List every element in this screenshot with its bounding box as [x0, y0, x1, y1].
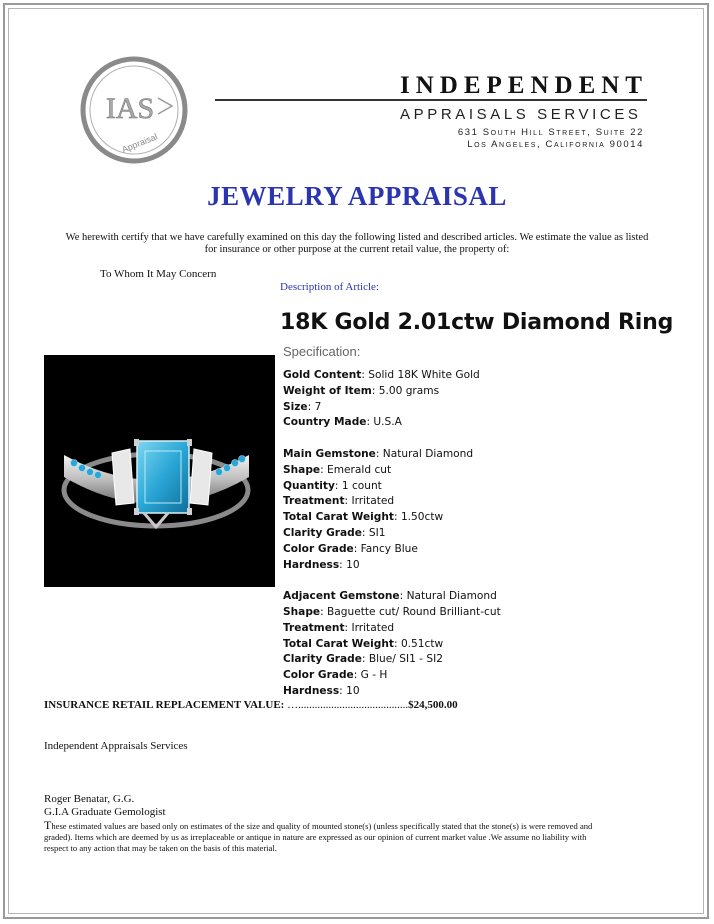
spec-value: 1 count — [341, 479, 382, 492]
spec-label: Gold Content — [283, 369, 362, 381]
header-rule — [215, 99, 647, 101]
certification-text: We herewith certify that we have carefully examined on this day the following listed and described articles. We estimate the value as listed for insurance or other purpose at the current retail value, the property of: — [65, 232, 649, 255]
spec-row: Adjacent Gemstone: Natural Diamond — [283, 590, 497, 603]
disclaimer — [44, 820, 604, 854]
company-subtitle: APPRAISALS SERVICES — [400, 106, 642, 123]
address-line-1-text: 631 South Hill Street, Suite 22 — [457, 127, 644, 138]
signatory-name: Roger Benatar, G.G. — [44, 793, 135, 805]
spec-value: Natural Diamond — [406, 590, 497, 603]
spec-row: Clarity Grade: SI1 — [283, 526, 386, 539]
spec-row: Total Carat Weight: 0.51ctw — [283, 637, 444, 650]
description-label: Description of Article: — [280, 281, 379, 293]
spec-value: Natural Diamond — [382, 447, 474, 460]
spec-label: Country Made — [283, 416, 367, 429]
spec-value: Irritated — [351, 495, 395, 508]
spec-label: Treatment — [283, 495, 345, 508]
disclaimer-initial: T — [44, 818, 52, 832]
logo-monogram: IAS — [105, 92, 155, 125]
insurance-label: INSURANCE RETAIL REPLACEMENT VALUE: — [44, 699, 285, 711]
document-title: JEWELRY APPRAISAL — [207, 181, 507, 211]
insurance-value: $24,500.00 — [408, 699, 458, 711]
spec-row: Treatment: Irritated — [283, 621, 395, 634]
spec-label: Color Grade — [283, 542, 354, 555]
address-line-2 — [467, 139, 644, 150]
spec-row: Hardness: 10 — [283, 684, 360, 697]
disclaimer-text: hese estimated values are based only on estimates of the size and quality of mounted stone(s) (unless specifically stated that the stone(s) is were removed and graded). Items which are deemed by us as irreplaceable or antique in nature are expressed as our opinion of current market value .We assume no liability with respect to any action that may be taken on the basis of this material. — [44, 821, 593, 853]
spec-label: Clarity Grade — [283, 526, 362, 539]
spec-row: Shape: Emerald cut — [283, 463, 392, 476]
spec-row: Quantity: 1 count — [283, 479, 382, 492]
specifications-list — [283, 368, 501, 700]
spec-row: Clarity Grade: Blue/ SI1 - SI2 — [283, 653, 443, 666]
spec-row: Treatment: Irritated — [283, 495, 395, 508]
company-logo — [80, 56, 188, 164]
insurance-value-line — [44, 699, 458, 711]
spec-row: Color Grade: Fancy Blue — [283, 542, 418, 555]
issuer-name: Independent Appraisals Services — [44, 740, 188, 752]
spec-row: Main Gemstone: Natural Diamond — [283, 447, 474, 460]
company-name: INDEPENDENT — [400, 72, 648, 99]
spec-label: Hardness — [283, 684, 340, 697]
spec-row: Hardness: 10 — [283, 558, 360, 571]
recipient: To Whom It May Concern — [100, 268, 217, 280]
spec-label: Treatment — [283, 621, 345, 634]
spec-value: 7 — [314, 400, 322, 413]
spec-row: Weight of Item: 5.00 grams — [283, 384, 440, 397]
spec-row: Total Carat Weight: 1.50ctw — [283, 511, 444, 524]
spec-label: Hardness — [283, 558, 340, 571]
spec-value: Fancy Blue — [360, 542, 418, 555]
specification-label: Specification: — [283, 344, 361, 359]
insurance-leader-dots: …........................................ — [287, 699, 409, 711]
spec-value: 5.00 grams — [378, 384, 440, 397]
spec-label: Total Carat Weight — [283, 637, 394, 650]
ring-photo — [44, 355, 275, 587]
spec-value: 0.51ctw — [400, 637, 444, 650]
spec-row: Shape: Baguette cut/ Round Brilliant-cut — [283, 605, 501, 618]
spec-label: Size — [283, 400, 308, 413]
spec-value: 10 — [346, 684, 360, 697]
spec-row: Color Grade: G - H — [283, 669, 388, 682]
spec-row: Country Made: U.S.A — [283, 416, 402, 429]
item-title: 18K Gold 2.01ctw Diamond Ring — [280, 310, 674, 335]
spec-value: G - H — [360, 669, 388, 682]
spec-row: Gold Content: Solid 18K White Gold — [283, 369, 480, 381]
spec-value: Irritated — [351, 621, 395, 634]
spec-label: Shape — [283, 605, 321, 618]
spec-value: SI1 — [368, 526, 386, 539]
signatory-title: G.I.A Graduate Gemologist — [44, 806, 166, 818]
spec-row: Size: 7 — [283, 400, 322, 413]
spec-label: Total Carat Weight — [283, 511, 394, 524]
spec-value: Blue/ SI1 - SI2 — [368, 653, 443, 666]
spec-value: U.S.A — [373, 416, 402, 429]
spec-value: 10 — [346, 558, 360, 571]
spec-label: Shape — [283, 463, 321, 476]
address-line-2-text: Los Angeles, California 90014 — [467, 139, 644, 150]
spec-value: Baguette cut/ Round Brilliant-cut — [327, 605, 501, 618]
spec-value: Solid 18K White Gold — [368, 369, 480, 381]
spec-label: Quantity — [283, 479, 335, 492]
spec-label: Adjacent Gemstone — [283, 590, 400, 603]
spec-gap — [283, 573, 501, 589]
logo-caption: Appraisal — [120, 131, 159, 155]
spec-value: 1.50ctw — [400, 511, 444, 524]
spec-label: Weight of Item — [283, 384, 372, 397]
spec-label: Clarity Grade — [283, 653, 362, 666]
spec-label: Color Grade — [283, 669, 354, 682]
address-line-1 — [458, 127, 644, 138]
spec-gap — [283, 431, 501, 447]
spec-value: Emerald cut — [327, 463, 392, 476]
spec-label: Main Gemstone — [283, 447, 376, 460]
